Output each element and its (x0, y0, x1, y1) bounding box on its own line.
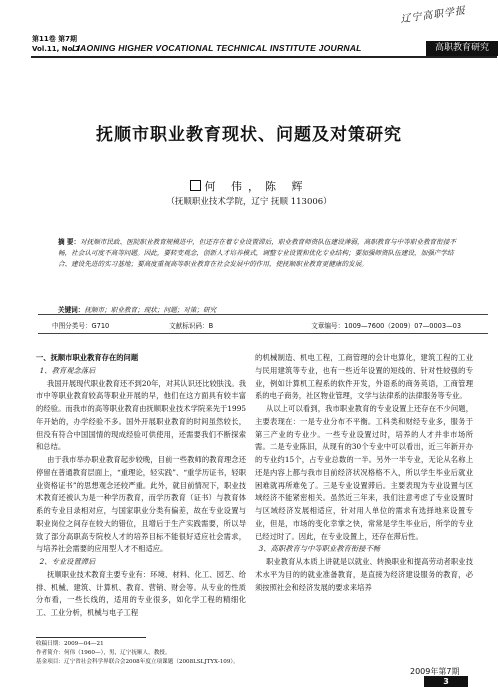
page-number: 3 (424, 676, 468, 687)
author-bio: 作者简介：何伟（1960—），男，辽宁抚顺人，教授。 (36, 649, 171, 656)
author-line (0, 178, 498, 194)
article-number: 文章编号：1009—7600（2009）07—0003—03 (311, 322, 462, 330)
abstract-label: 摘 要： (58, 238, 81, 246)
document-code: 文献标识码：B (169, 322, 214, 330)
paragraph: 由于我市举办职业教育起步较晚，目前一些教师的教育理念还停留在普通教育层面上，“重理论，轻实践”、“重学历证书，轻职业资格证书”的思想观念还较严重。此外，就目前情况下，职业技术教育还被认为是一种学历教育，而学历教育（证书）与教育体系的专业目录相对应，与国家职业分类有偏差，故在专业设置与职业岗位之间存在较大的错位，且增后于生产实践需要，所以导致了部分高职高专院校人才的培养目标不能很好适应社会需求，与培养社会需要的应用型人才不相适应。 (36, 455, 246, 554)
footer-issue: 2009年第7期 (410, 667, 460, 676)
affiliation: （抚顺职业技术学院，辽宁 抚顺 113006） (166, 197, 332, 207)
keywords (58, 304, 463, 314)
footnote-rule (36, 637, 146, 638)
subsection-heading: 2、专业设置滞后 (39, 557, 96, 566)
body-column-right (255, 352, 473, 594)
paragraph: 从以上可以看到，我市职业教育的专业设置上还存在不少问题，主要表现在：一是专业分布不平衡。工科类和财经专业多，服务于第三产业的专业少。一些专业设置过时，培养的人才并非市场所需。二是专业陈旧，从现有的30个专业中可以看出，近三年新开办的专业约15个，占专业总数的一半。另外一半专业，无论从名称上还是内容上都与我市目前经济状况格格不入，所以学生毕业后就业困难就再所难免了。三是专业设置滞后。主要表现为专业设置与区域经济不能紧密相关。虽然近三年来，我们注意考虑了专业设置时与区域经济发展相适应，针对用人单位的需求有选择地来设置专业，但是，市场的变化幸掌之快，常常是学生毕业后，所学的专业已经过时了。因此，在专业设置上，还存在滞后性。 (255, 404, 473, 541)
keywords-text: 抚顺市；职业教育；现状；问题；对策；研究 (84, 306, 217, 314)
funding-note: 基金项目：辽宁省社会科学界联合会2008年度立项课题（2008LSLJTYX-109）。 (36, 658, 239, 665)
divider-top (38, 314, 488, 315)
paragraph: 职业教育从本质上讲就是以就业、转换职业和提高劳动者职业技术水平为目的的就业准备教育，是直接为经济建设服务的教育，必须按照社会和经济发展的要求来培养 (255, 557, 473, 592)
abstract-text: 对抚顺市民政、医院职业教育规模进中，但还存在着专业设置滞后，职业教育师资队伍建设薄弱，高职教育与中等职业教育衔接不畅，社会认可度不高等问题。因此，要转变观念，创新人才培养模式，调整专业设置和优化专业结构；要加强师资队伍建设，加强产学结合、建设先进的实习基地；要高度重视高等职业教育在社会发展中的作用，使抚顺职业教育更健康的发展。 (58, 238, 456, 268)
divider-bottom (38, 333, 488, 334)
subsection-heading: 1、教育观念落后 (39, 365, 96, 375)
subsection-heading: 3、高职教育与中等职业教育衔接不畅 (258, 544, 381, 554)
abstract (58, 237, 463, 270)
journal-title-en: LIAONING HIGHER VOCATIONAL TECHNICAL INSTITUTE JOURNAL (72, 43, 362, 53)
journal-title-cn: 辽宁高职学报 (399, 5, 467, 26)
paragraph: 我国开展现代职业教育还不到20年，对其认识还比较肤浅。我市中等职业教育较高等职业开展的早，他们在这方面具有较丰富的经验。而我市的高等职业教育由抚顺职业技术学院来先于1995年开始的，办学经验不多。国外开展职业教育的时间虽然较长，但没有符合中国国情的现成经验可供使用，还需要我们不断探索和总结。 (36, 378, 246, 452)
section-heading: 一、抚顺市职业教育存在的问题 (36, 353, 139, 362)
paragraph: 抚顺职业技术教育主要专业有：环境、材料、化工、园艺、给排、机械、建筑、计算机、教育、营销、财会等。从专业的性质分布看，一些长线的，适用的专业很多，如化学工程的精细化工、工业分析，机械与电子工程 (36, 569, 246, 617)
clc-number: 中图分类号：G710 (52, 322, 110, 330)
issue-line: 第11卷 第7期 (32, 35, 78, 43)
classification-row (52, 320, 472, 330)
footnote (36, 640, 266, 666)
body-column-left (36, 352, 246, 620)
header-rule (31, 56, 497, 58)
keywords-label: 关键词： (58, 306, 85, 314)
section-tag: 高职教育研究 (426, 41, 498, 56)
volume-line: Vol.11, No.7 (32, 45, 80, 53)
received-date: 收稿日期：2009—04—21 (36, 641, 104, 647)
author-box-icon (190, 180, 201, 191)
article-title: 抚顺市职业教育现状、问题及对策研究 (96, 125, 402, 145)
paragraph: 的机械制造、机电工程，工商管理的会计电算化，建筑工程的工业与民用建筑等专业，也有一些近年设置的短线的、针对性较强的专业，例如计算机工程系的软件开发，外语系的商务英语，工商管理系的电子商务，社区物业管理，文学与法律系的法律服务等专业。 (255, 353, 473, 401)
author-names: 何 伟，陈 辉 (204, 180, 309, 193)
